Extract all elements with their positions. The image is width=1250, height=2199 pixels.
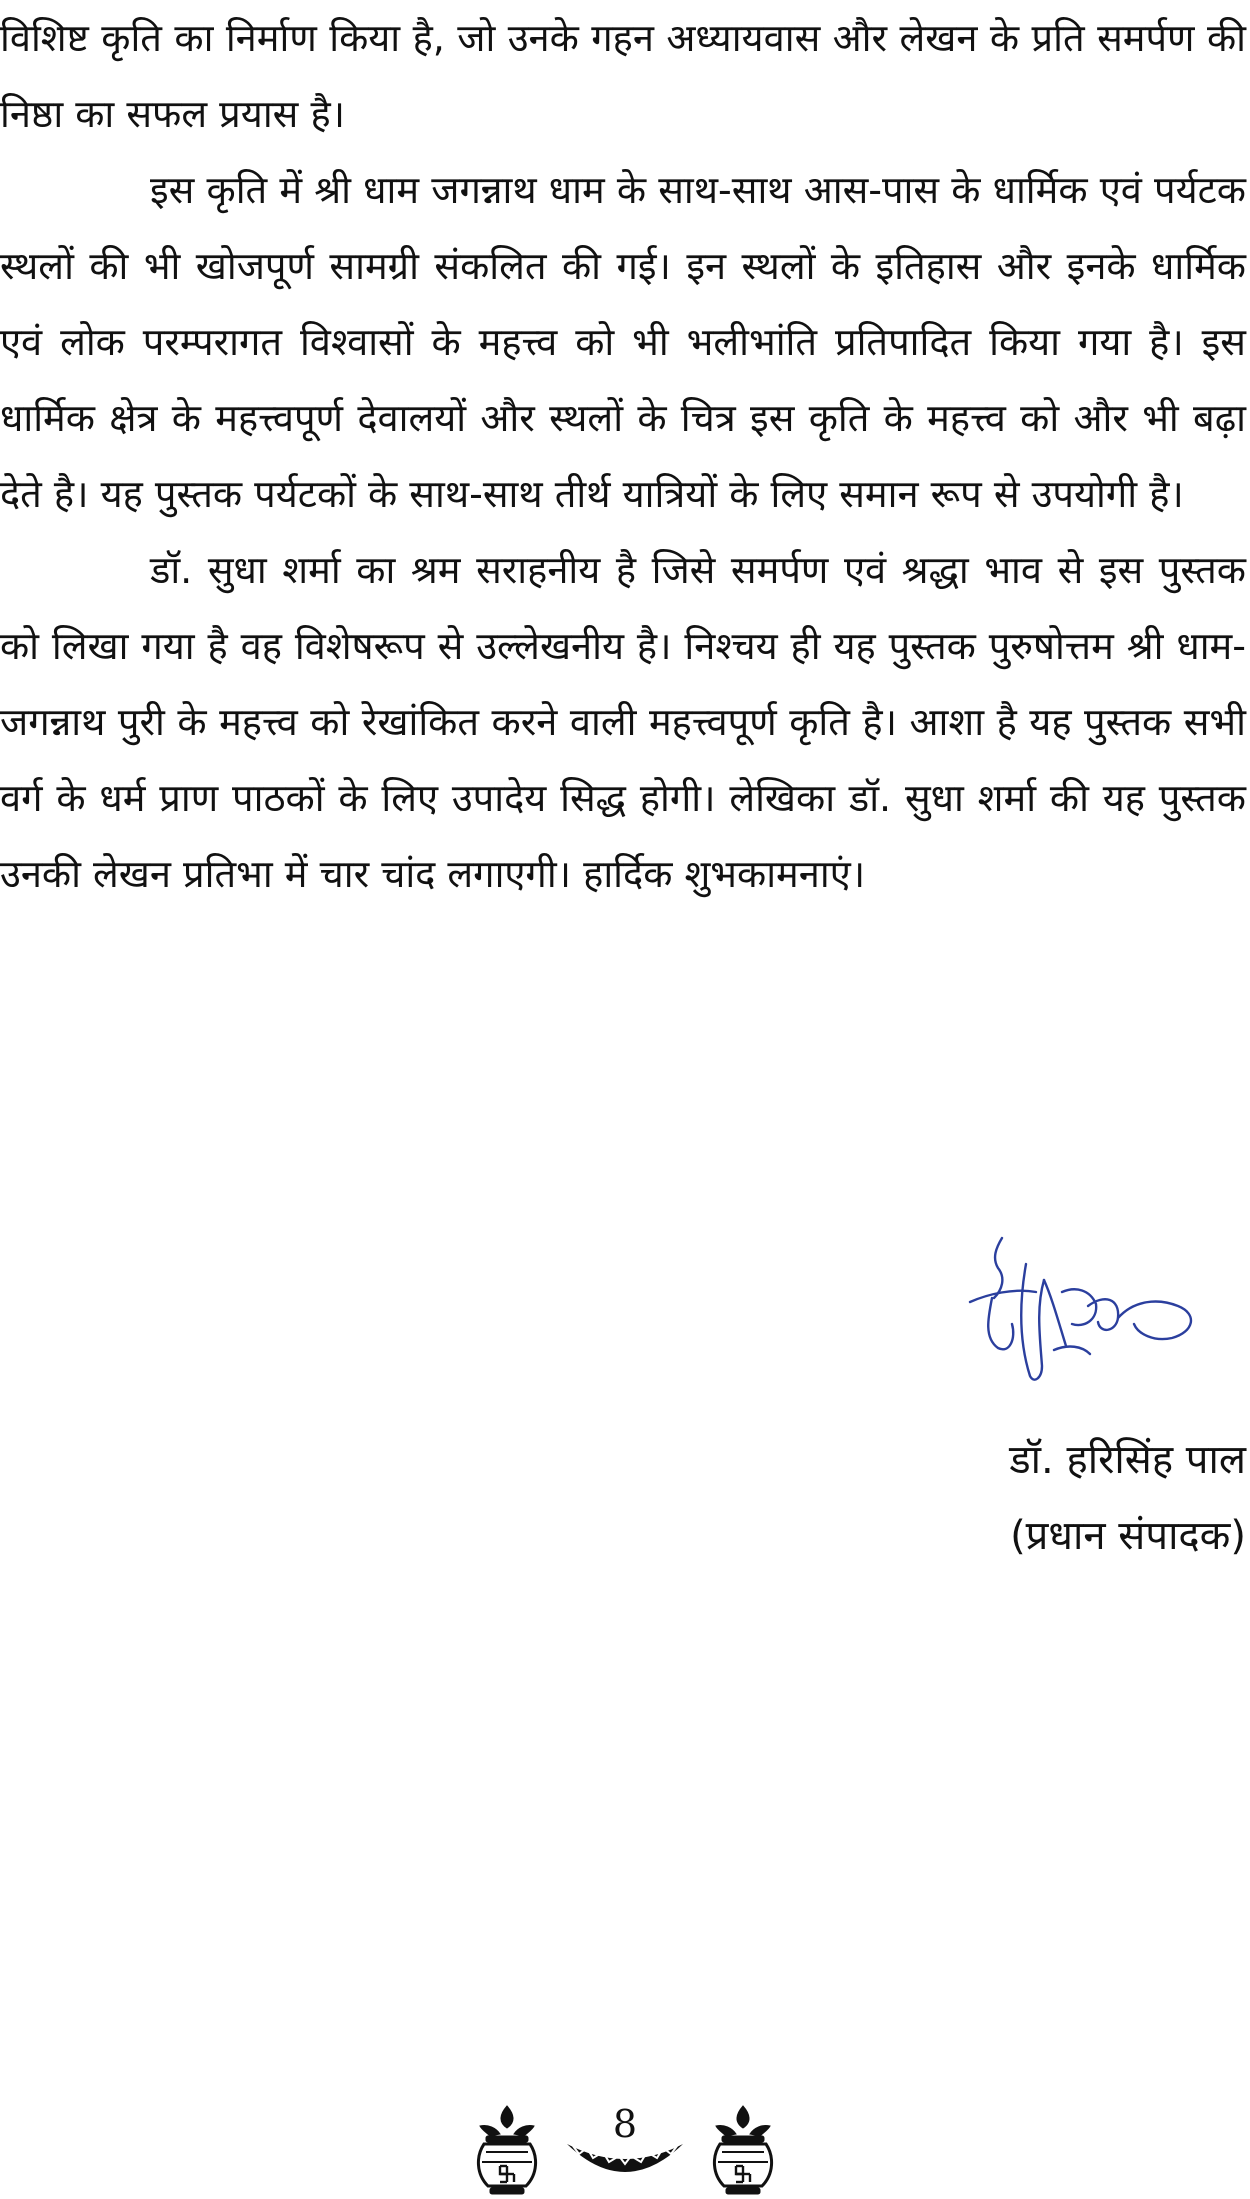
scalloped-arc	[565, 2140, 685, 2190]
signatory-name: डॉ. हरिसिंह पाल	[1009, 1437, 1246, 1483]
kalash-icon	[470, 2104, 544, 2198]
signature-image	[958, 1228, 1204, 1390]
paragraph-3: डॉ. सुधा शर्मा का श्रम सराहनीय है जिसे समर्पण एवं श्रद्धा भाव से इस पुस्तक को लिखा गया है वह विशेषरूप से उल्लेखनीय है। निश्चय ही यह पुस्तक पुरुषोत्तम श्री धाम-जगन्नाथ पुरी के महत्त्व को रेखांकित करने वाली महत्त्वपूर्ण कृति है। आशा है यह पुस्तक सभी वर्ग के धर्म प्राण पाठकों के लिए उपादेय सिद्ध होगी। लेखिका डॉ. सुधा शर्मा की यह पुस्तक उनकी लेखन प्रतिभा में चार चांद लगाएगी। हार्दिक शुभकामनाएं।	[0, 548, 1246, 896]
kalash-icon	[706, 2104, 780, 2198]
paragraph-1: विशिष्ट कृति का निर्माण किया है, जो उनके गहन अध्यायवास और लेखन के प्रति समर्पण की निष्ठा का सफल प्रयास है।	[0, 16, 1246, 136]
signatory-role: (प्रधान संपादक)	[1010, 1513, 1246, 1559]
paragraph-2: इस कृति में श्री धाम जगन्नाथ धाम के साथ-साथ आस-पास के धार्मिक एवं पर्यटक स्थलों की भी खोजपूर्ण सामग्री संकलित की गई। इन स्थलों के इतिहास और इनके धार्मिक एवं लोक परम्परागत विश्वासों के महत्त्व को भी भलीभांति प्रतिपादित किया गया है। इस धार्मिक क्षेत्र के महत्त्वपूर्ण देवालयों और स्थलों के चित्र इस कृति के महत्त्व को और भी बढ़ा देते है। यह पुस्तक पर्यटकों के साथ-साथ तीर्थ यात्रियों के लिए समान रूप से उपयोगी है।	[0, 168, 1246, 516]
page-footer	[460, 2088, 790, 2199]
body-text	[0, 0, 1246, 912]
page-number: 8	[612, 2102, 638, 2146]
